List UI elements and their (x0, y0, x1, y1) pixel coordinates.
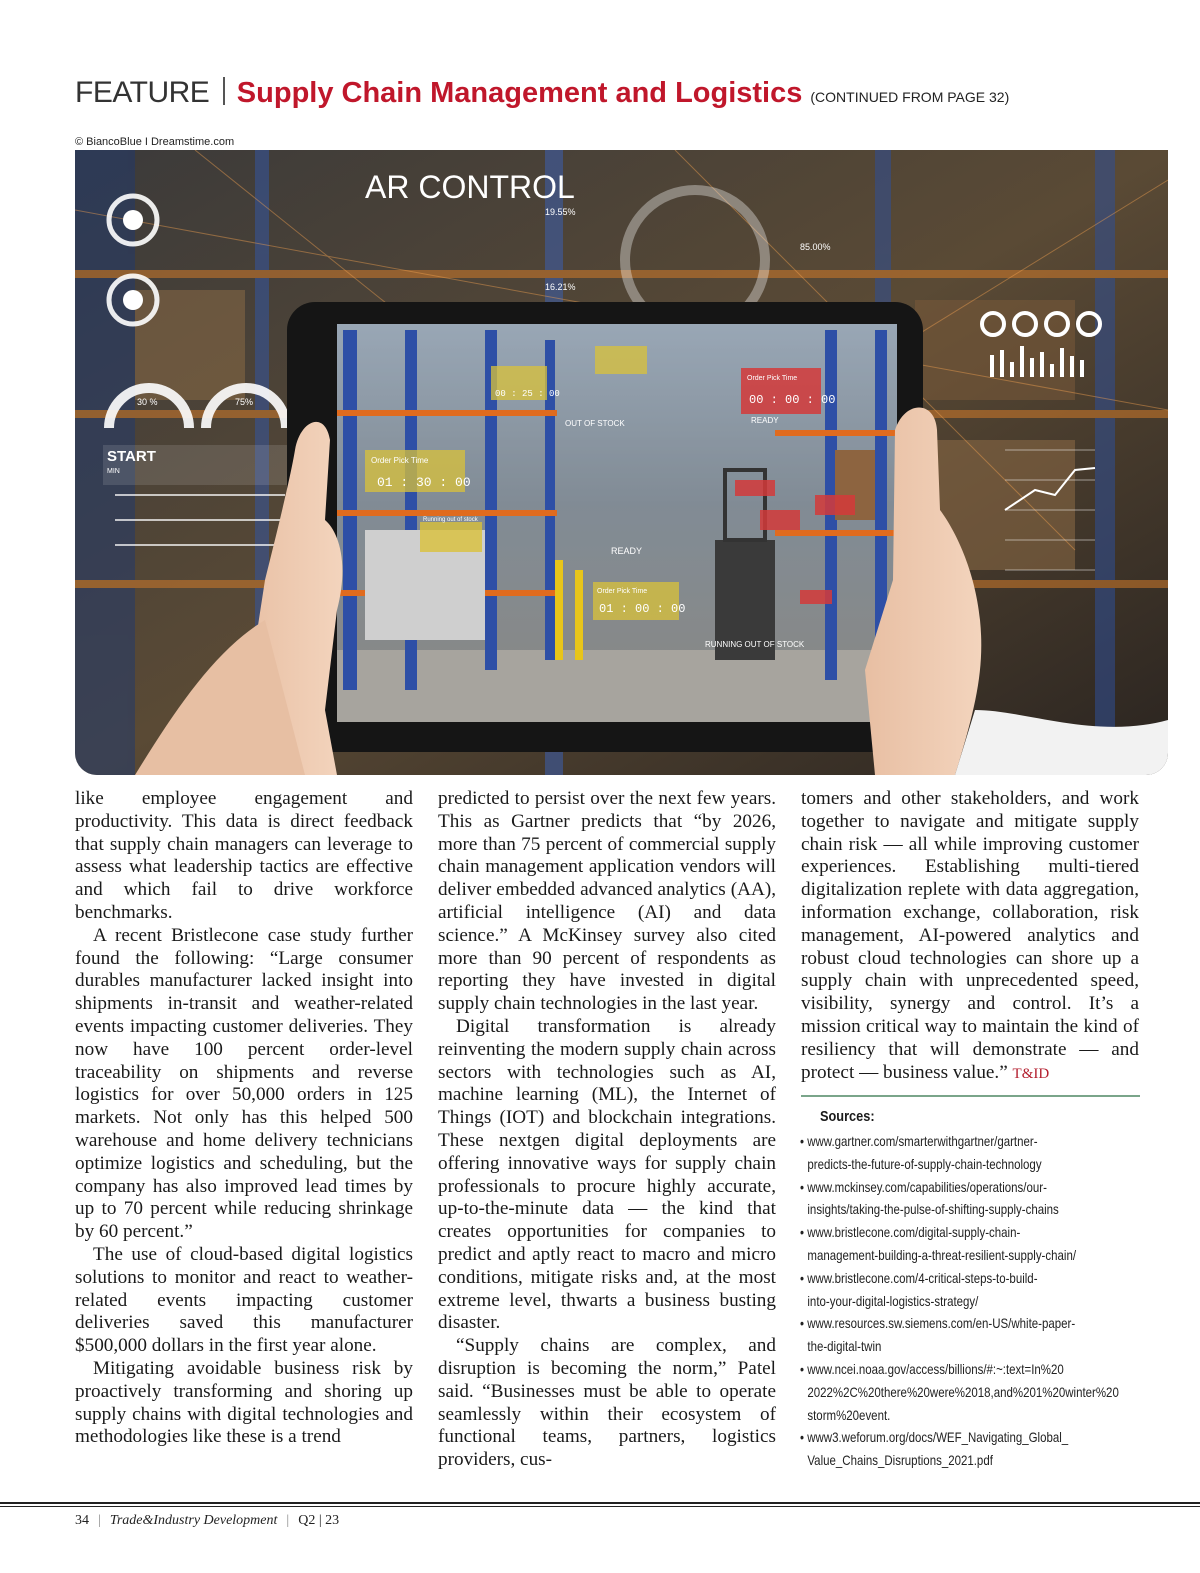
article-column-1 (75, 788, 413, 1449)
article-column-3 (801, 788, 1139, 1085)
source-line[interactable]: predicts-the-future-of-supply-chain-technology (807, 1155, 1042, 1172)
percent-top: 19.55% (545, 207, 576, 217)
section-label: FEATURE (75, 76, 210, 109)
col1-paragraph-2: A recent Bristlecone case study further found the following: “Large consumer durables manufacturer lacked insight into shipments in-transit and weather-related events impacting customer deliveries. They now have 100 percent order-level traceability on shipments and reverse logistics for over 50,000 orders in 125 markets. Not only has this helped 500 warehouse and home delivery technicians optimize logistics and scheduling, but the company has also improved lead times by up to 70 percent while reducing shrinkage by 60 percent.” (75, 924, 413, 1243)
ar-pick-time-label-right: Order Pick Time (747, 375, 798, 382)
article-title: Supply Chain Management and Logistics (236, 77, 803, 109)
page-footer (75, 1513, 339, 1529)
gauge-left-value: 30 % (137, 397, 158, 407)
source-line[interactable]: • www.gartner.com/smarterwithgartner/gartner- (800, 1133, 1038, 1149)
ar-control-heading: AR CONTROL (365, 169, 575, 205)
col2-paragraph-2: Digital transformation is already reinventing the modern supply chain across sectors with technologies such as AI, machine learning (ML), the Internet of Things (IOT) and blockchain integrations. These nextgen digital deployments are offering innovative ways for supply chain professionals to procure highly accurate, up-to-the-minute data — the kind that creates opportunities for companies to predict and aptly react to macro and micro conditions, mitigate risks and, at the most extreme level, thwarts a business busting disaster. (438, 1015, 776, 1334)
percent-right: 85.00% (800, 242, 831, 252)
sources-heading: Sources: (820, 1108, 875, 1125)
ar-running-out-caps: RUNNING OUT OF STOCK (705, 640, 805, 649)
source-line[interactable]: • www.resources.sw.siemens.com/en-US/white-paper- (800, 1315, 1076, 1332)
ar-ready-right: READY (751, 416, 779, 425)
magazine-name: Trade&Industry Development (109, 1513, 278, 1528)
ar-out-of-stock: OUT OF STOCK (565, 419, 625, 428)
article-column-2 (438, 788, 776, 1472)
source-line[interactable]: management-building-a-threat-resilient-supply-chain/ (807, 1246, 1077, 1263)
source-line[interactable]: storm%20event. (807, 1406, 891, 1423)
source-line[interactable]: • www.bristlecone.com/digital-supply-chain- (800, 1224, 1021, 1241)
page-header (75, 76, 1140, 120)
start-label: START (107, 448, 156, 465)
gauge-right-value: 75% (235, 397, 254, 407)
photo-credit: © BiancoBlue I Dreamstime.com (75, 136, 235, 148)
ar-timer-top: 00 : 25 : 00 (495, 389, 560, 399)
continued-note: (CONTINUED FROM PAGE 32) (810, 89, 1010, 105)
col1-paragraph-3: The use of cloud-based digital logistics solutions to monitor and react to weather-related events impacting customer deliveries saved this manufacturer $500,000 dollars in the first year alone. (75, 1243, 413, 1357)
footer-separator: | (286, 1513, 290, 1528)
start-sublabel: MIN (107, 468, 120, 475)
issue-label: Q2 | 23 (298, 1513, 340, 1528)
source-line[interactable]: • www3.weforum.org/docs/WEF_Navigating_Global_ (800, 1429, 1069, 1446)
source-line[interactable]: 2022%2C%20there%20were%2018,and%201%20winter%20 (807, 1383, 1119, 1400)
footer-separator: | (98, 1513, 101, 1528)
feature-photo (75, 150, 1168, 775)
percent-mid: 16.21% (545, 282, 576, 292)
source-line[interactable]: • www.ncei.noaa.gov/access/billions/#:~:text=In%20 (800, 1360, 1064, 1377)
source-line[interactable]: • www.bristlecone.com/4-critical-steps-to-build- (800, 1269, 1038, 1286)
ar-running-out-left: Running out of stock (423, 517, 478, 523)
col2-paragraph-3: “Supply chains are complex, and disruption is becoming the norm,” Patel said. “Businesses must be able to operate seamlessly within their ecosystem of functional teams, partners, logistics providers, cus- (438, 1335, 776, 1471)
col2-paragraph-1: predicted to persist over the next few years. This as Gartner predicts that “by 2026, more than 75 percent of commercial supply chain management application vendors will deliver embedded advanced analytics (AA), artificial intelligence (AI) and data science.” A McKinsey survey also cited more than 90 percent of respondents as reporting they have invested in digital supply chain technologies in the last year. (438, 788, 776, 1015)
header-divider (223, 77, 225, 105)
col1-paragraph-1: like employee engagement and productivity. This data is direct feedback that supply chain managers can leverage to assess what leadership tactics are effective and which fail to drive workforce benchmarks. (75, 788, 413, 923)
footer-rule-top (0, 1502, 1200, 1504)
sources-divider (801, 1095, 1140, 1097)
end-mark: T&ID (1012, 1065, 1050, 1082)
ar-pick-time-label-center: Order Pick Time (597, 588, 648, 595)
source-line[interactable]: insights/taking-the-pulse-of-shifting-supply-chains (807, 1201, 1059, 1218)
ar-timer-right: 00 : 00 : 00 (749, 393, 836, 407)
source-line[interactable]: the-digital-twin (807, 1338, 882, 1355)
source-line[interactable]: • www.mckinsey.com/capabilities/operations/our- (800, 1178, 1047, 1195)
ar-ready-center: READY (611, 546, 643, 556)
col1-paragraph-4: Mitigating avoidable business risk by proactively transforming and shoring up supply chains with digital technologies and methodologies like these is a trend (75, 1357, 413, 1448)
footer-rule-bottom (0, 1506, 1200, 1507)
source-line[interactable]: into-your-digital-logistics-strategy/ (807, 1292, 979, 1309)
ar-pick-time-label-left: Order Pick Time (371, 456, 429, 465)
ar-timer-left: 01 : 30 : 00 (377, 475, 471, 490)
col3-paragraph-1 (801, 788, 1139, 1085)
page-number: 34 (75, 1513, 89, 1528)
ar-warehouse-illustration (75, 150, 1168, 775)
col3-paragraph-text: tomers and other stakeholders, and work together to navigate and mitigate supply chain risk — all while improving customer experiences. Establishing multi-tiered digitalization replete with data aggregation, information exchange, collaboration, risk management, AI-powered analytics and robust cloud technologies can shore up a supply chain with unprecedented speed, visibility, synergy and control. It’s a mission critical way to maintain the kind of resiliency that will demonstrate — and protect — business value.” (801, 788, 1139, 1083)
sources-list (800, 1130, 1160, 1472)
ar-timer-center: 01 : 00 : 00 (599, 602, 686, 616)
source-line[interactable]: Value_Chains_Disruptions_2021.pdf (807, 1452, 993, 1469)
